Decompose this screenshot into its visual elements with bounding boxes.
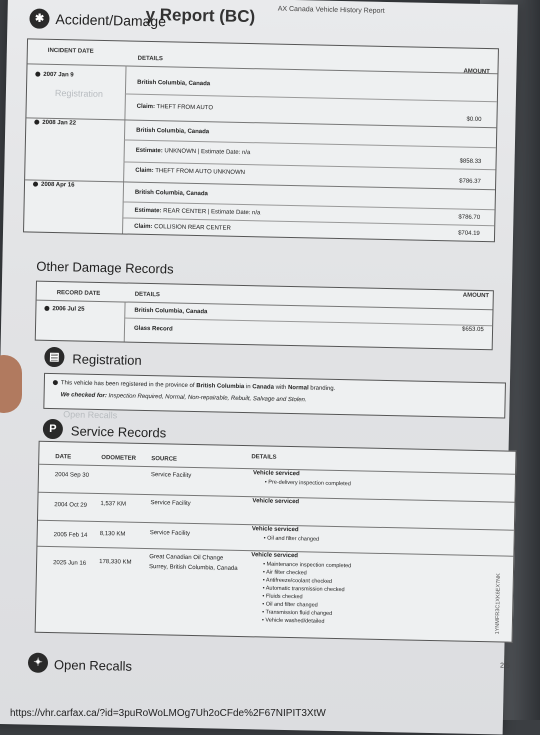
bullet-icon — [34, 120, 39, 125]
thumb — [0, 355, 22, 413]
service-items — [265, 478, 351, 488]
service-records-title: Service Records — [70, 423, 167, 441]
bullet-icon — [44, 306, 49, 311]
other-damage-title: Other Damage Records — [36, 258, 174, 277]
col-date: DATE — [55, 454, 72, 461]
table-row-date: 2007 Jan 9 — [35, 72, 73, 79]
table-row-date: 2008 Jan 22 — [34, 120, 76, 127]
service-source: Great Canadian Oil Change — [149, 554, 224, 562]
list-item: • Air filter checked — [263, 568, 351, 578]
registration-title: Registration — [72, 351, 142, 368]
footer-url[interactable]: https://vhr.carfax.ca/?id=3puRoWoLMOg7Uh2oCFde%2F67NIPIT3XtW — [10, 708, 326, 719]
bullet-icon — [35, 72, 40, 77]
amount-value: $653.05 — [462, 326, 484, 334]
col-details: DETAILS — [134, 291, 161, 299]
service-records-table — [35, 441, 517, 643]
checked-for-line: We checked for: Inspection Required, Normal, Non-repairable, Rebuilt, Salvage and Stolen. — [60, 392, 307, 404]
list-item: • Pre-delivery inspection completed — [265, 478, 351, 488]
claim-line: Claim: THEFT FROM AUTO UNKNOWN — [135, 167, 246, 177]
list-item: • Transmission fluid changed — [262, 608, 350, 618]
col-details: DETAILS — [137, 55, 163, 63]
service-items — [264, 534, 320, 543]
col-source: SOURCE — [151, 456, 178, 463]
bullet-icon — [53, 380, 58, 385]
col-amount: AMOUNT — [463, 68, 490, 76]
glass-record-label: Glass Record — [133, 325, 173, 333]
bleed-through-text: Open Recalls — [63, 409, 118, 421]
service-head: Vehicle serviced — [252, 470, 300, 478]
service-odometer: 1,537 KM — [100, 501, 127, 508]
col-odometer: ODOMETER — [101, 455, 137, 462]
col-incident-date: INCIDENT DATE — [47, 47, 94, 55]
service-source: Service Facility — [149, 530, 191, 537]
open-recalls-title: Open Recalls — [53, 657, 133, 674]
service-source: Service Facility — [150, 472, 192, 479]
registration-statement: This vehicle has been registered in the province of British Columbia in Canada with Normal branding. — [53, 380, 336, 392]
list-item: • Fluids checked — [262, 592, 350, 602]
service-head: Vehicle serviced — [251, 552, 299, 560]
amount-value: $786.37 — [459, 178, 481, 185]
report-header-text: AX Canada Vehicle History Report — [277, 5, 385, 15]
accident-table — [23, 38, 499, 242]
col-amount: AMOUNT — [462, 292, 490, 300]
service-items — [262, 560, 351, 626]
amount-value: $858.33 — [459, 158, 482, 165]
row-location: British Columbia, Canada — [134, 189, 208, 198]
row-location: British Columbia, Canada — [134, 307, 208, 316]
table-row-date: 2006 Jul 25 — [44, 306, 84, 313]
list-item: • Oil and filter changed — [264, 534, 320, 543]
accident-section-title: Accident/Damage — [55, 11, 167, 30]
service-source: Service Facility — [150, 500, 191, 507]
row-location: British Columbia, Canada — [136, 127, 210, 136]
other-damage-table — [35, 281, 494, 351]
service-odometer: 178,330 KM — [99, 559, 132, 566]
wrench-icon: P — [43, 419, 63, 439]
page-number: 2/5 — [499, 662, 510, 670]
service-source-location: Surrey, British Columbia, Canada — [148, 564, 238, 572]
service-date: 2025 Jun 16 — [53, 560, 87, 567]
side-code: 1YNMFR3C1XK6EX7NK — [494, 573, 502, 635]
service-head: Vehicle serviced — [251, 526, 299, 534]
row-location: British Columbia, Canada — [137, 79, 211, 88]
table-row-date: 2008 Apr 16 — [33, 182, 75, 189]
estimate-line: Estimate: REAR CENTER | Estimate Date: n/a — [134, 207, 261, 217]
service-date: 2005 Feb 14 — [53, 532, 88, 539]
service-head: Vehicle serviced — [252, 498, 300, 506]
recall-icon: ✦ — [28, 653, 48, 673]
list-item: • Maintenance inspection completed — [263, 560, 351, 570]
amount-value: $786.70 — [458, 214, 481, 221]
report-title: y Report (BC) — [145, 4, 256, 27]
amount-value: $704.19 — [458, 230, 480, 237]
list-item: • Oil and filter changed — [262, 600, 350, 610]
service-date: 2004 Sep 30 — [54, 472, 90, 479]
estimate-line: Estimate: UNKNOWN | Estimate Date: n/a — [135, 147, 251, 157]
col-record-date: RECORD DATE — [56, 290, 101, 297]
col-details: DETAILS — [251, 454, 277, 461]
list-item: • Vehicle washed/detailed — [262, 616, 350, 626]
claim-line: Claim: COLLISION REAR CENTER — [134, 223, 231, 232]
registration-icon: ▤ — [44, 347, 64, 367]
car-crash-icon: ✱ — [29, 8, 49, 28]
service-odometer: 8,130 KM — [99, 531, 126, 538]
service-date: 2004 Oct 29 — [54, 502, 88, 509]
bullet-icon — [33, 182, 38, 187]
list-item: • Antifreeze/coolant checked — [263, 576, 351, 586]
amount-value: $0.00 — [466, 116, 482, 123]
list-item: • Automatic transmission checked — [263, 584, 351, 594]
claim-line: Claim: THEFT FROM AUTO — [136, 103, 214, 112]
bleed-through-text: Registration — [54, 88, 104, 100]
